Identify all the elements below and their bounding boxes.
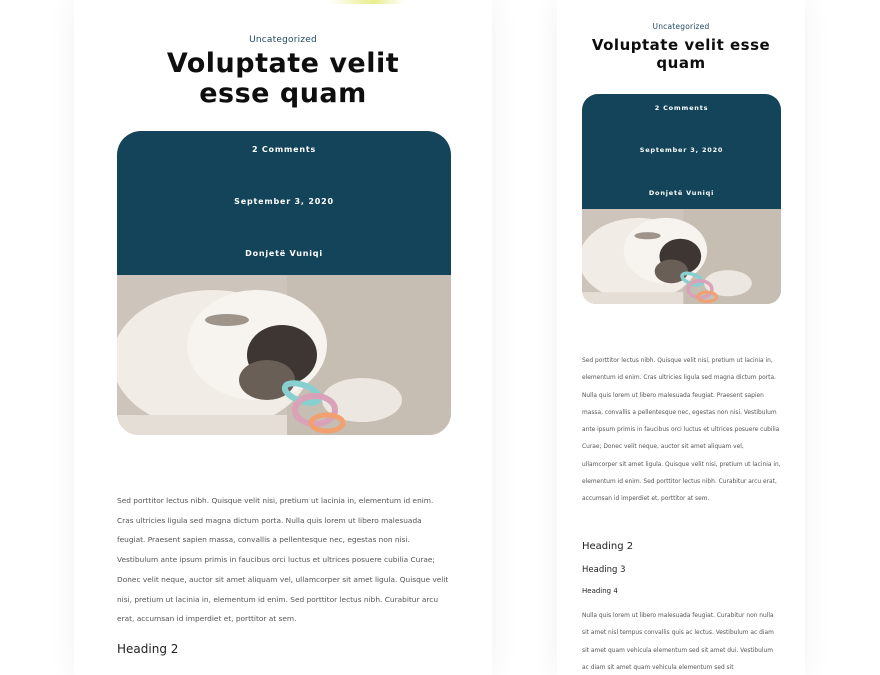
post-date: September 3, 2020 xyxy=(234,197,334,206)
post-title-mobile: Voluptate velit esse quam xyxy=(591,36,771,72)
top-image-edge xyxy=(329,0,404,4)
post-title: Voluptate velit esse quam xyxy=(166,48,400,109)
post-date-mobile: September 3, 2020 xyxy=(639,146,724,154)
comments-link[interactable]: 2 Comments xyxy=(251,145,317,154)
featured-image-bulldog xyxy=(117,275,451,435)
category-link-mobile[interactable]: Uncategorized xyxy=(652,22,710,31)
post-preview-desktop xyxy=(74,0,492,675)
author-link[interactable]: Donjetë Vuniqi xyxy=(245,249,323,258)
post-meta-box xyxy=(117,131,451,275)
heading-2: Heading 2 xyxy=(117,642,179,656)
category-link[interactable]: Uncategorized xyxy=(249,35,317,45)
comments-link-mobile[interactable]: 2 Comments xyxy=(654,104,709,112)
bulldog-photo xyxy=(117,275,451,435)
author-link-mobile[interactable]: Donjetë Vuniqi xyxy=(648,189,715,197)
heading-2-mobile: Heading 2 xyxy=(582,541,634,552)
post-meta-box-mobile xyxy=(582,94,781,209)
heading-3-mobile: Heading 3 xyxy=(582,565,626,575)
bulldog-photo-mobile xyxy=(582,209,781,304)
post-excerpt-mobile: Sed porttitor lectus nibh. Quisque velit nisi, pretium ut lacinia in, elementum id enim. Cras ultricies ligula sed magna dictum porta. Nulla quis lorem ut libero malesuada feugiat. Praesent sapien massa, convallis a pellentesque nec, egestas non nisi. Vestibulum ante ipsum primis in faucibus orci luctus et ultrices posuere cubilia Curae; Donec velit neque, auctor sit amet aliquam vel, ullamcorper sit amet ligula. Quisque velit nisi, pretium ut lacinia in, elementum id enim. Sed porttitor lectus nibh. Curabitur arcu erat, accumsan id imperdiet et, porttitor at sem. xyxy=(582,358,781,503)
post-paragraph-2-mobile: Nulla quis lorem ut libero malesuada feugiat. Curabitur non nulla sit amet nisl tempus convallis quis ac lectus. Vestibulum ac diam sit amet quam vehicula elementum sed sit amet dui. Vestibulum ac diam sit amet quam vehicula elementum sed sit xyxy=(582,613,774,671)
heading-4-mobile: Heading 4 xyxy=(582,587,618,595)
post-excerpt: Sed porttitor lectus nibh. Quisque velit nisi, pretium ut lacinia in, elementum id enim. Cras ultricies ligula sed magna dictum porta. Nulla quis lorem ut libero malesuada feugiat. Praesent sapien massa, convallis a pellentesque nec, egestas non nisi. Vestibulum ante ipsum primis in faucibus orci luctus et ultrices posuere cubilia Curae; Donec velit neque, auctor sit amet aliquam vel, ullamcorper sit amet ligula. Quisque velit nisi, pretium ut lacinia in, elementum id enim. Sed porttitor lectus nibh. Curabitur arcu erat, accumsan id imperdiet et, porttitor at sem. xyxy=(117,496,449,624)
post-preview-mobile xyxy=(557,0,805,675)
featured-image-bulldog-mobile xyxy=(582,209,781,304)
